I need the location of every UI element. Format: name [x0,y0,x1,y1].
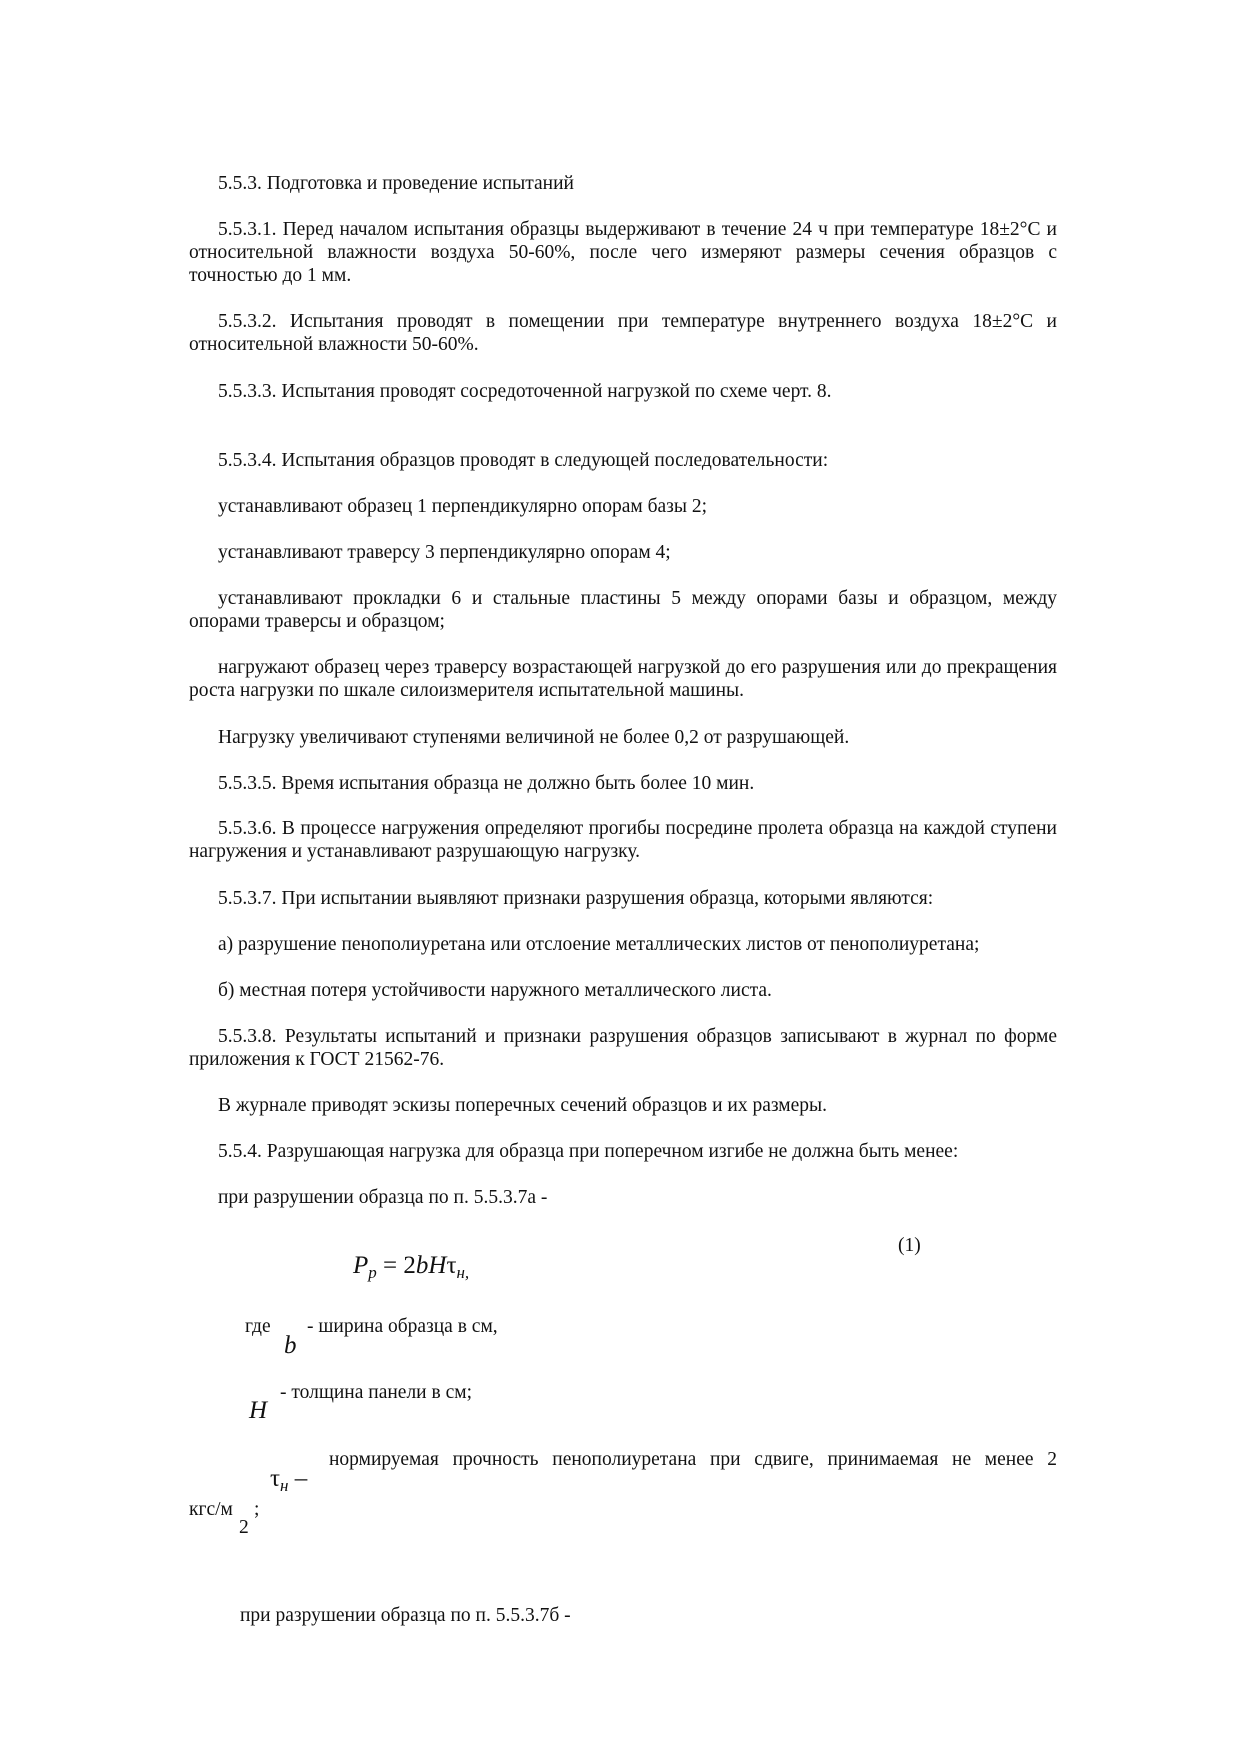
paragraph-5-5-3-2: 5.5.3.2. Испытания проводят в помещении при температуре внутреннего воздуха 18±2°С и относительной влажности 50-60%. [189,311,1057,355]
paragraph-5-5-4: 5.5.4. Разрушающая нагрузка для образца при поперечном изгибе не должна быть менее: [218,1141,959,1162]
formula-subscript-n: н, [456,1263,470,1282]
paragraph-5-5-3-6: 5.5.3.6. В процессе нагружения определяют прогибы посредине пролета образца на каждой ступени нагружения и устанавливают разрушающую нагрузку. [189,818,1057,862]
paragraph-5-5-3-3: 5.5.3.3. Испытания проводят сосредоточенной нагрузкой по схеме черт. 8. [218,381,832,402]
failure-sign-b: б) местная потеря устойчивости наружного металлического листа. [218,980,772,1001]
paragraph-5-5-3-5: 5.5.3.5. Время испытания образца не должно быть более 10 мин. [218,773,755,794]
section-heading-5-5-3: 5.5.3. Подготовка и проведение испытаний [218,173,574,194]
definition-unit-power: 2 [239,1517,249,1538]
formula-1 [353,1252,469,1283]
paragraph-5-5-3-8: 5.5.3.8. Результаты испытаний и признаки разрушения образцов записывают в журнал по форме приложения к ГОСТ 21562-76. [189,1026,1057,1070]
failure-sign-a: а) разрушение пенополиуретана или отслоение металлических листов от пенополиуретана; [218,934,980,955]
definition-unit: кгс/м [189,1499,233,1520]
tau-glyph: τ [270,1465,281,1492]
formula-symbol-tau: τ [446,1252,457,1279]
where-word: где [245,1316,271,1337]
definition-b-text: - ширина образца в см, [307,1316,498,1337]
formula-symbol-p: P [353,1252,369,1279]
paragraph-5-5-3-7: 5.5.3.7. При испытании выявляют признаки разрушения образца, которыми являются: [218,888,934,909]
procedure-step-4: нагружают образец через траверсу возрастающей нагрузкой до его разрушения или до прекращения роста нагрузки по шкале силоизмерителя испытательной машины. [189,657,1057,701]
procedure-step-3: устанавливают прокладки 6 и стальные пластины 5 между опорами базы и образцом, между опорами траверсы и образцом; [189,588,1057,632]
definition-h-text: - толщина панели в см; [280,1382,472,1403]
tau-subscript: н [280,1476,289,1495]
definition-symbol-h: H [249,1397,268,1424]
procedure-step-2: устанавливают траверсу 3 перпендикулярно опорам 4; [218,542,671,563]
formula-coefficient: 2 [403,1252,416,1279]
paragraph-5-5-3-4: 5.5.3.4. Испытания образцов проводят в следующей последовательности: [218,450,829,471]
journal-note: В журнале приводят эскизы поперечных сечений образцов и их размеры. [218,1095,828,1116]
tau-dash: – [294,1465,308,1492]
formula-equals: = [383,1252,398,1279]
definition-symbol-tau [270,1465,307,1496]
load-steps-note: Нагрузку увеличивают ступенями величиной не более 0,2 от разрушающей. [218,727,850,748]
definition-tau-text: нормируемая прочность пенополиуретана при сдвиге, принимаемая не менее 2 [329,1449,1057,1470]
formula-symbol-b: b [415,1252,429,1279]
procedure-step-1: устанавливают образец 1 перпендикулярно опорам базы 2; [218,496,708,517]
formula-number: (1) [898,1235,921,1256]
case-b-lead: при разрушении образца по п. 5.5.3.7б - [240,1605,571,1626]
formula-subscript-r: р [368,1263,377,1282]
formula-symbol-h: H [428,1252,447,1279]
case-a-lead: при разрушении образца по п. 5.5.3.7а - [218,1187,548,1208]
definition-unit-semicolon: ; [254,1499,260,1520]
paragraph-5-5-3-1: 5.5.3.1. Перед началом испытания образцы выдерживают в течение 24 ч при температуре 18±2°С и относительной влажности воздуха 50-60%, после чего измеряют размеры сечения образцов с точностью до 1 мм. [189,219,1057,286]
definition-symbol-b: b [284,1332,297,1359]
